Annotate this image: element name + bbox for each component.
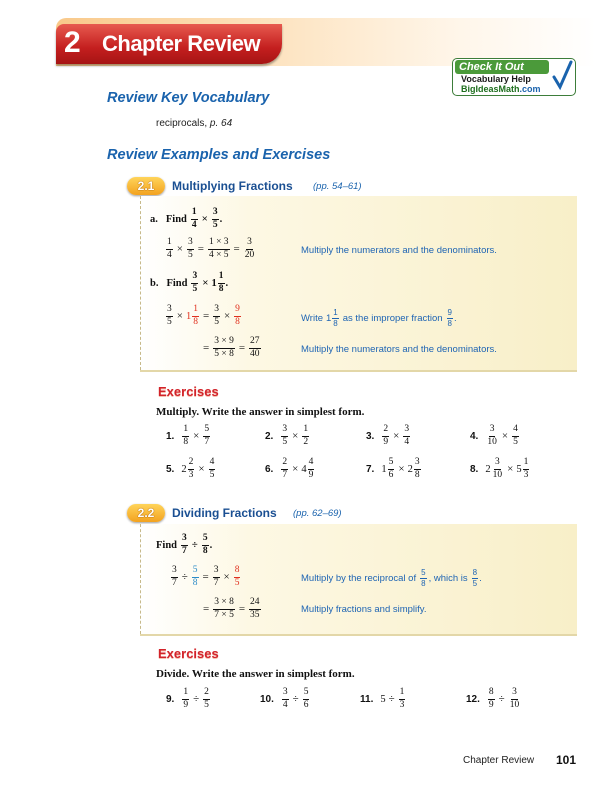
panel-rule bbox=[140, 634, 577, 636]
panel-border bbox=[140, 196, 141, 370]
vocab-heading: Review Key Vocabulary bbox=[107, 90, 270, 106]
footer-label: Chapter Review bbox=[463, 755, 535, 766]
exercise-10: 10. $\frac{3}{4}$ ÷ $\frac{5}{6}$ bbox=[260, 687, 309, 710]
example-a-solution: $\frac{1}{4}$ × $\frac{3}{5}$ = $\frac{1 \times 3}{4 \times 5}$ = $\frac{3}{20}$ bbox=[167, 237, 255, 260]
lesson-badge-2-1: 2.1 bbox=[127, 177, 165, 195]
exercise-8: 8. 2 $\frac{3}{10}$ × 5 $\frac{1}{3}$ bbox=[470, 457, 529, 480]
exercise-9: 9. $\frac{1}{9}$ ÷ $\frac{2}{5}$ bbox=[166, 687, 209, 710]
example-b-prompt: b. Find $\frac{3}{5}$ × 1 $\frac{1}{8}$ . bbox=[150, 271, 229, 294]
chapter-number: 2 bbox=[64, 26, 81, 59]
check-mark-icon bbox=[551, 59, 573, 93]
example-2-2-note1: Multiply by the reciprocal of $\frac{5}{8}$ , which is $\frac{8}{5}$ . bbox=[301, 568, 482, 588]
example-a-note: Multiply the numerators and the denominators. bbox=[301, 245, 497, 256]
exercises-instruction-2-1: Multiply. Write the answer in simplest form. bbox=[156, 406, 365, 418]
example-b-note2: Multiply the numerators and the denominators. bbox=[301, 344, 497, 355]
exercises-heading-2-1: Exercises bbox=[158, 384, 219, 399]
example-b-step2: = $\frac{3 \times 9}{5 \times 8}$ = $\frac{27}{40}$ bbox=[203, 336, 260, 359]
exercise-11: 11. 5 ÷ $\frac{1}{3}$ bbox=[360, 687, 405, 710]
exercise-7: 7. 1 $\frac{5}{6}$ × 2 $\frac{3}{8}$ bbox=[366, 457, 420, 480]
panel-rule bbox=[140, 370, 577, 372]
logo-title: Check It Out bbox=[455, 60, 549, 74]
exercises-instruction-2-2: Divide. Write the answer in simplest form. bbox=[156, 668, 355, 680]
example-b-step1: $\frac{3}{5}$ × 1 $\frac{1}{8}$ = $\frac{3}{5}$ × $\frac{9}{8}$ bbox=[167, 304, 240, 327]
example-2-2-prompt: Find $\frac{3}{7}$ ÷ $\frac{5}{8}$ . bbox=[156, 533, 213, 556]
lesson-pages-2-2: (pp. 62–69) bbox=[293, 508, 342, 519]
exercise-6: 6. $\frac{2}{7}$ × 4 $\frac{4}{9}$ bbox=[265, 457, 314, 480]
example-a-prompt: a. Find $\frac{1}{4}$ × $\frac{3}{5}$ . bbox=[150, 207, 223, 230]
panel-border bbox=[140, 524, 141, 634]
examples-heading: Review Examples and Exercises bbox=[107, 147, 331, 163]
exercise-1: 1. $\frac{1}{8}$ × $\frac{5}{7}$ bbox=[166, 424, 210, 447]
chapter-title: Chapter Review bbox=[102, 31, 261, 56]
example-2-2-note2: Multiply fractions and simplify. bbox=[301, 604, 427, 615]
exercise-3: 3. $\frac{2}{9}$ × $\frac{3}{4}$ bbox=[366, 424, 410, 447]
logo-url: BigIdeasMath.com bbox=[461, 84, 541, 94]
vocab-term: reciprocals, p. 64 bbox=[156, 118, 233, 129]
example-2-2-step1: $\frac{3}{7}$ ÷ $\frac{5}{8}$ = $\frac{3}{7}$ × $\frac{8}{5}$ bbox=[172, 565, 240, 588]
exercise-4: 4. $\frac{3}{10}$ × $\frac{4}{5}$ bbox=[470, 424, 518, 447]
lesson-title-2-1: Multiplying Fractions bbox=[172, 179, 293, 193]
logo-subtitle: Vocabulary Help bbox=[461, 74, 531, 84]
exercise-2: 2. $\frac{3}{5}$ × $\frac{1}{2}$ bbox=[265, 424, 309, 447]
page-number: 101 bbox=[556, 753, 577, 767]
lesson-pages-2-1: (pp. 54–61) bbox=[313, 181, 362, 192]
exercise-12: 12. $\frac{8}{9}$ ÷ $\frac{3}{10}$ bbox=[466, 687, 520, 710]
check-it-out-logo[interactable] bbox=[452, 58, 576, 96]
lesson-title-2-2: Dividing Fractions bbox=[172, 506, 277, 520]
example-b-note1: Write 1 $\frac{1}{8}$ as the improper fraction $\frac{9}{8}$ . bbox=[301, 308, 457, 328]
exercise-5: 5. 2 $\frac{2}{3}$ × $\frac{4}{5}$ bbox=[166, 457, 215, 480]
example-2-2-step2: = $\frac{3 \times 8}{7 \times 5}$ = $\frac{24}{35}$ bbox=[203, 597, 260, 620]
exercises-heading-2-2: Exercises bbox=[158, 646, 219, 661]
lesson-badge-2-2: 2.2 bbox=[127, 504, 165, 522]
